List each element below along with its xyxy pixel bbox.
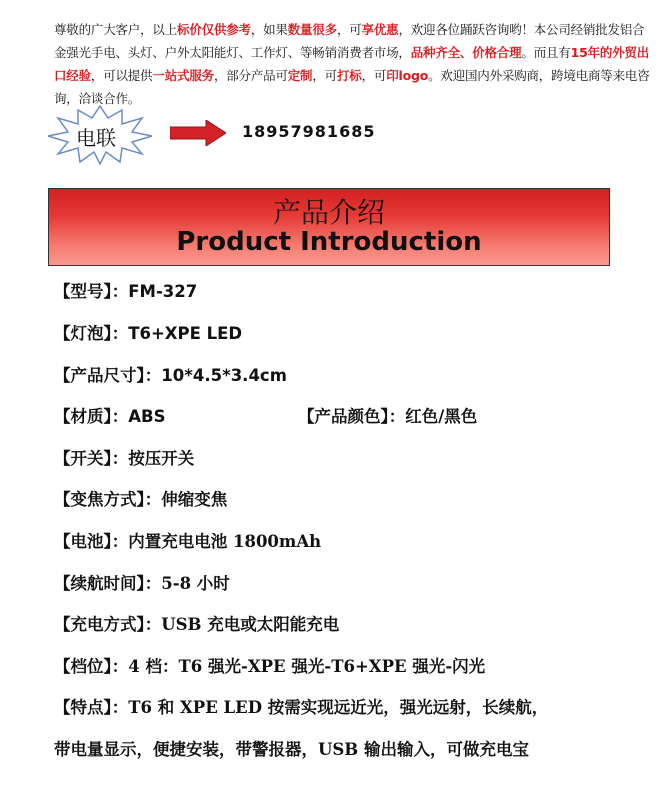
spec-label: 【电池】： xyxy=(54,532,129,551)
intro-highlight: 印logo xyxy=(386,68,429,83)
intro-highlight: 品种齐全、价格合理 xyxy=(410,45,522,60)
intro-text: 。而且有 xyxy=(521,45,571,60)
spec-label: 【续航时间】： xyxy=(54,574,162,593)
intro-text: ，如果 xyxy=(250,22,288,37)
spec-row-features-cont xyxy=(54,736,529,766)
banner-title-en: Product Introduction xyxy=(176,227,482,257)
spec-value: T6+XPE LED xyxy=(128,324,243,343)
spec-row-bulb xyxy=(54,320,242,350)
spec-row-battery xyxy=(54,528,321,558)
contact-block xyxy=(46,104,446,174)
intro-highlight: 享优惠 xyxy=(361,22,399,37)
spec-label: 【变焦方式】： xyxy=(54,490,162,509)
intro-highlight: 定制 xyxy=(287,68,313,83)
spec-value: 按压开关 xyxy=(128,449,195,468)
spec-row-runtime xyxy=(54,570,230,600)
spec-row-material xyxy=(54,403,654,433)
spec-row-charging xyxy=(54,611,339,641)
contact-label: 电联 xyxy=(76,126,116,150)
intro-text: ，可 xyxy=(336,22,362,37)
intro-highlight: 15年的外贸出口经验 xyxy=(54,45,650,83)
spec-value: USB 充电或太阳能充电 xyxy=(161,615,340,634)
contact-phone[interactable]: 18957981685 xyxy=(242,122,376,141)
spec-value: 内置充电电池 1800mAh xyxy=(128,532,322,551)
spec-value: 带电量显示，便捷安装，带警报器，USB 输出输入，可做充电宝 xyxy=(54,740,529,759)
intro-highlight: 标价仅供参考 xyxy=(177,22,251,37)
spec-label: 【开关】： xyxy=(54,449,129,468)
spec-value: 4 档：T6 强光-XPE 强光-T6+XPE 强光-闪光 xyxy=(128,657,486,676)
spec-row-model xyxy=(54,278,197,308)
banner-title-cn: 产品介绍 xyxy=(272,196,385,229)
spec-value: FM-327 xyxy=(128,282,198,301)
intro-text: ，可 xyxy=(312,68,337,83)
product-intro-banner xyxy=(48,188,610,266)
intro-text: ，可 xyxy=(361,68,387,83)
spec-row-zoom xyxy=(54,486,227,516)
spec-label: 【产品颜色】： xyxy=(298,407,406,426)
intro-highlight: 打标 xyxy=(336,68,362,83)
intro-text: ，可以提供 xyxy=(90,68,153,83)
intro-text: ，欢迎各位踊跃咨询哟！本公司经销批发铝合金强光手电、头灯、户外太阳能灯、工作灯、等畅销消费者市场， xyxy=(54,22,645,60)
spec-row-switch xyxy=(54,445,194,475)
intro-text: 。欢迎国内外采购商，跨境电商等来电咨询，洽谈合作。 xyxy=(54,68,650,106)
spec-color xyxy=(298,403,477,427)
intro-paragraph xyxy=(54,18,654,110)
spec-value: ABS xyxy=(128,407,166,426)
spec-row-features xyxy=(54,694,548,724)
spec-label: 【特点】： xyxy=(54,698,129,717)
spec-label: 【型号】： xyxy=(54,282,129,301)
spec-value: 伸缩变焦 xyxy=(161,490,228,509)
spec-value: 红色/黑色 xyxy=(405,407,478,426)
spec-label: 【产品尺寸】： xyxy=(54,366,162,385)
intro-highlight: 一站式服务 xyxy=(152,68,214,83)
right-arrow-icon xyxy=(170,120,226,146)
spec-row-size xyxy=(54,362,287,392)
intro-text: 尊敬的广大客户，以上 xyxy=(54,22,178,37)
spec-label: 【充电方式】： xyxy=(54,615,162,634)
spec-label: 【材质】： xyxy=(54,407,129,426)
spec-value: 10*4.5*3.4cm xyxy=(161,366,287,385)
intro-highlight: 数量很多 xyxy=(287,22,337,37)
spec-value: 5-8 小时 xyxy=(161,574,230,593)
spec-row-modes xyxy=(54,653,485,683)
spec-label: 【灯泡】： xyxy=(54,324,129,343)
intro-text: ，部分产品可 xyxy=(213,68,288,83)
spec-label: 【档位】： xyxy=(54,657,129,676)
spec-value: T6 和 XPE LED 按需实现远近光，强光远射，长续航， xyxy=(128,698,549,717)
